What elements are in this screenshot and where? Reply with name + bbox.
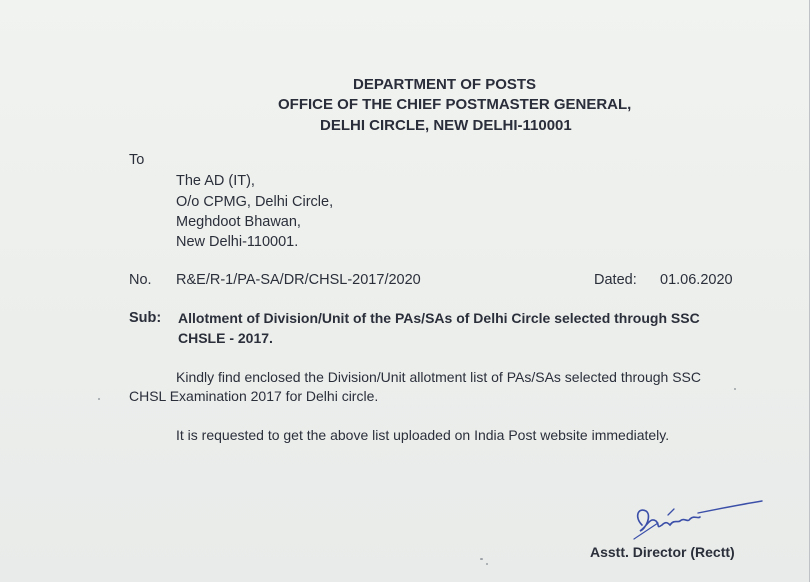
body-para1-line-2: CHSL Examination 2017 for Delhi circle. xyxy=(129,388,379,404)
header-department: DEPARTMENT OF POSTS xyxy=(353,76,537,93)
recipient-line-3: Meghdoot Bhawan, xyxy=(176,214,301,230)
subject-line-1: Allotment of Division/Unit of the PAs/SAs of Delhi Circle selected through SSC xyxy=(178,310,700,326)
signatory-designation: Asstt. Director (Rectt) xyxy=(590,544,735,560)
scan-speck xyxy=(98,398,100,400)
recipient-line-2: O/o CPMG, Delhi Circle, xyxy=(176,194,334,210)
subject-label: Sub: xyxy=(129,310,162,326)
body-para1-line-1: Kindly find enclosed the Division/Unit allotment list of PAs/SAs selected through SSC xyxy=(176,369,701,385)
header-office: OFFICE OF THE CHIEF POSTMASTER GENERAL, xyxy=(278,96,632,113)
subject-line-2: CHSLE - 2017. xyxy=(178,330,273,346)
scan-speck xyxy=(734,388,736,390)
recipient-line-4: New Delhi-110001. xyxy=(176,234,299,250)
dated-label: Dated: xyxy=(594,272,637,288)
header-circle: DELHI CIRCLE, NEW DELHI-110001 xyxy=(320,117,572,134)
body-para2: It is requested to get the above list uploaded on India Post website immediately. xyxy=(176,427,670,443)
ref-no-label: No. xyxy=(129,272,152,288)
ref-number: R&E/R-1/PA-SA/DR/CHSL-2017/2020 xyxy=(176,272,421,288)
scan-speck xyxy=(486,563,488,565)
recipient-line-1: The AD (IT), xyxy=(176,173,255,189)
scan-speck xyxy=(480,558,483,560)
handwritten-signature xyxy=(628,495,768,545)
letter-date: 01.06.2020 xyxy=(660,272,733,288)
to-label: To xyxy=(129,152,145,168)
